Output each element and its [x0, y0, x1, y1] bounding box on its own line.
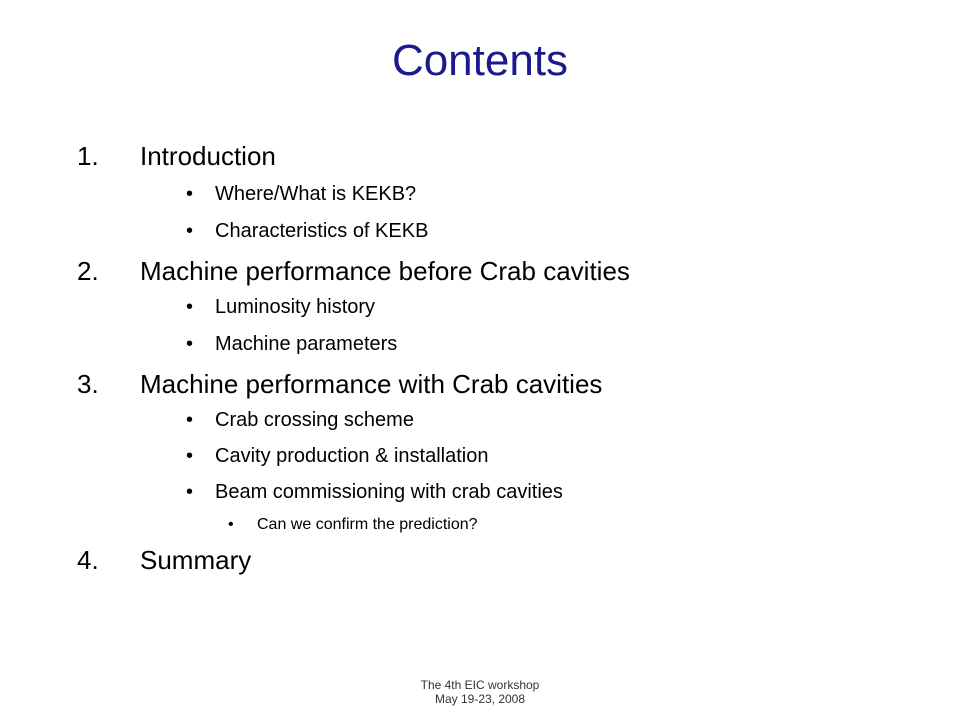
bullet-icon: • [186, 445, 194, 467]
list-item-label: Where/What is KEKB? [215, 183, 417, 205]
list-item-label: Luminosity history [215, 296, 376, 318]
section-number: 3. [77, 369, 99, 399]
bullet-icon: • [186, 409, 194, 431]
slide-title: Contents [391, 36, 569, 85]
bullet-icon: • [186, 333, 194, 355]
list-item-label: Cavity production & installation [215, 445, 489, 467]
list-item-label: Crab crossing scheme [215, 409, 414, 431]
bullet-icon: • [186, 220, 194, 242]
sub-list-item-label: Can we confirm the prediction? [257, 516, 478, 533]
bullet-icon: • [228, 516, 234, 533]
section-number: 4. [77, 545, 99, 575]
section-label: Machine performance before Crab cavities [140, 256, 630, 286]
list-item-label: Beam commissioning with crab cavities [215, 481, 563, 503]
footer [0, 678, 960, 706]
section-label: Introduction [140, 141, 276, 171]
section-label: Summary [140, 545, 252, 575]
list-item-label: Machine parameters [215, 333, 398, 355]
footer-event: The 4th EIC workshop [420, 678, 540, 692]
footer-date: May 19-23, 2008 [434, 692, 526, 706]
bullet-icon: • [186, 296, 194, 318]
section-label: Machine performance with Crab cavities [140, 369, 603, 399]
bullet-icon: • [186, 481, 194, 503]
section-number: 1. [77, 141, 99, 171]
list-item-label: Characteristics of KEKB [215, 220, 429, 242]
bullet-icon: • [186, 183, 194, 205]
section-number: 2. [77, 256, 99, 286]
